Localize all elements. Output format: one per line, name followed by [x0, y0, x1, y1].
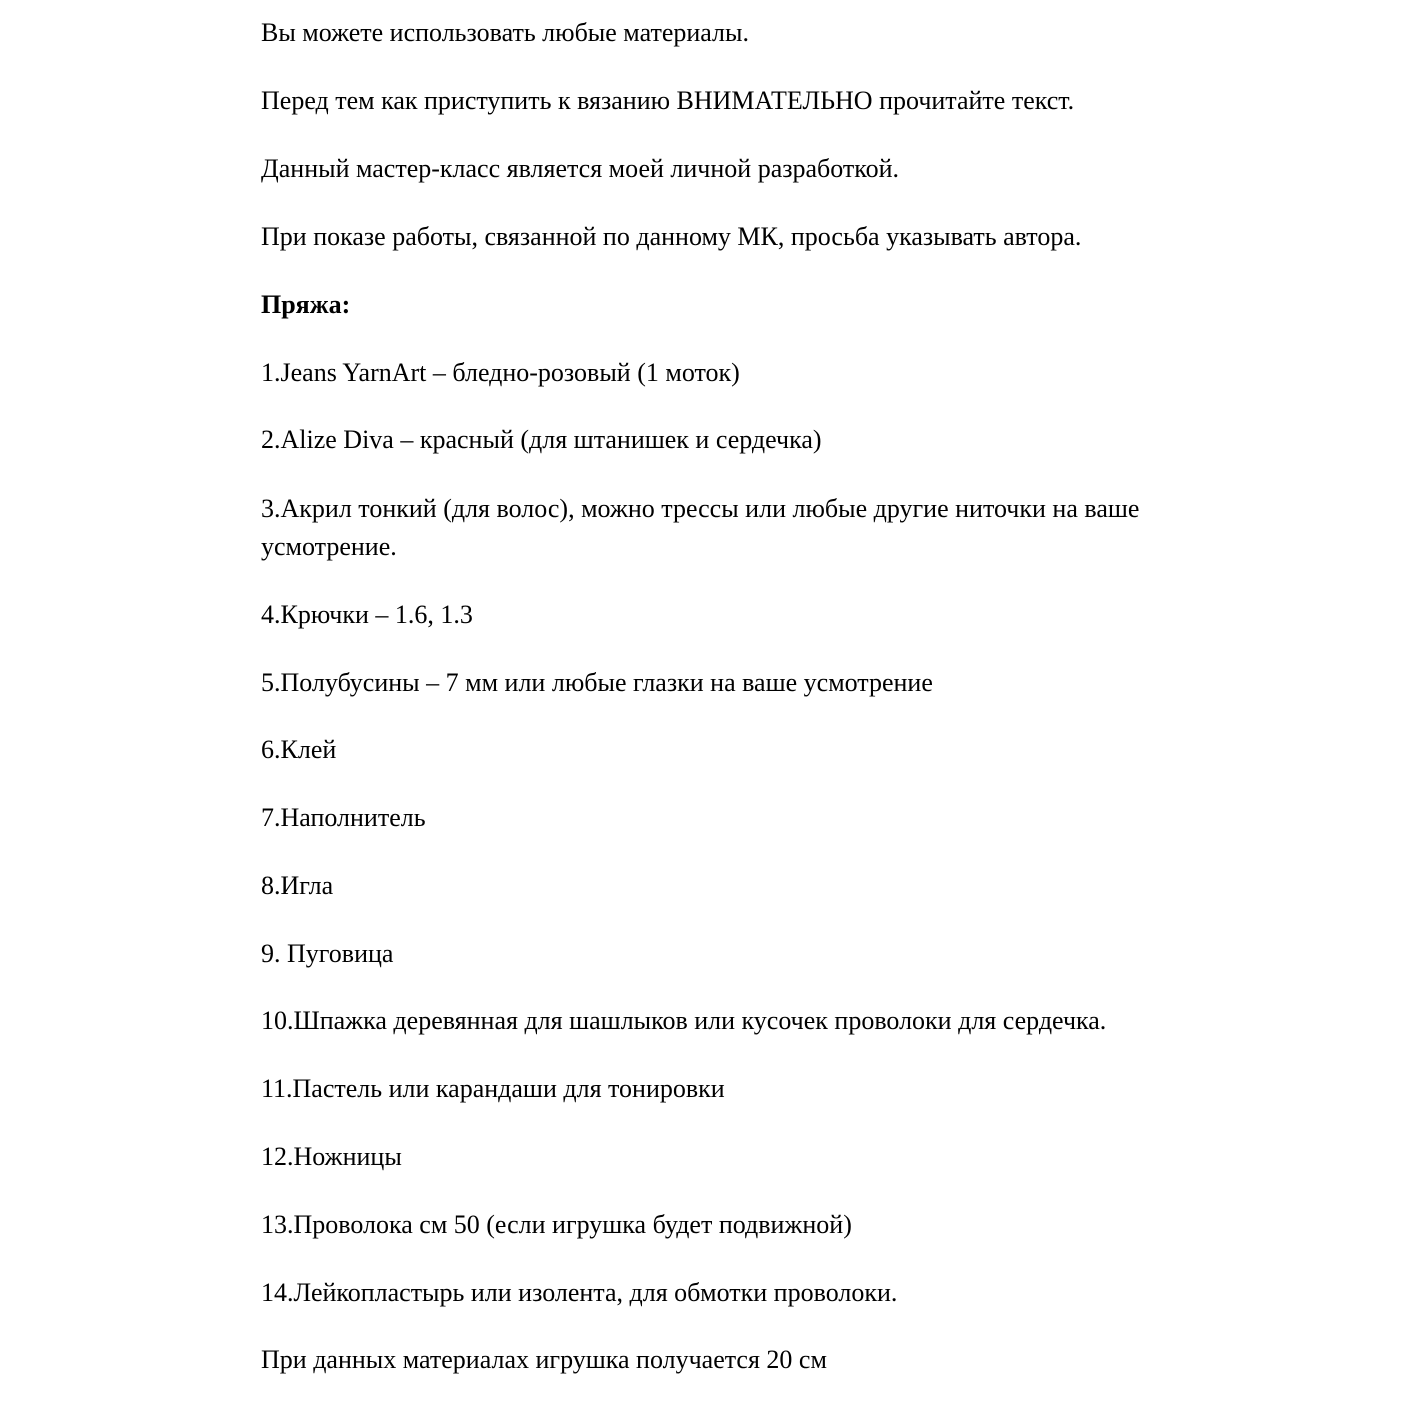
- intro-line-1: Вы можете использовать любые материалы.: [261, 18, 749, 47]
- material-item-1: 1.Jeans YarnArt – бледно-розовый (1 моток): [261, 358, 740, 387]
- material-item-12: 12.Ножницы: [261, 1142, 402, 1171]
- intro-line-3: Данный мастер-класс является моей личной разработкой.: [261, 154, 900, 183]
- material-item-6: 6.Клей: [261, 735, 337, 764]
- material-item-8: 8.Игла: [261, 871, 334, 900]
- material-item-5: 5.Полубусины – 7 мм или любые глазки на ваше усмотрение: [261, 668, 933, 697]
- material-item-13: 13.Проволока см 50 (если игрушка будет подвижной): [261, 1210, 852, 1239]
- material-item-7: 7.Наполнитель: [261, 803, 426, 832]
- material-item-9: 9. Пуговица: [261, 939, 394, 968]
- intro-line-2: Перед тем как приступить к вязанию ВНИМАТЕЛЬНО прочитайте текст.: [261, 86, 1075, 115]
- material-item-3: 3.Акрил тонкий (для волос), можно трессы или любые другие ниточки на ваше усмотрение.: [261, 494, 1140, 561]
- material-item-10: 10.Шпажка деревянная для шашлыков или кусочек проволоки для сердечка.: [261, 1006, 1107, 1035]
- material-item-14: 14.Лейкопластырь или изолента, для обмотки проволоки.: [261, 1278, 898, 1307]
- intro-line-4: При показе работы, связанной по данному МК, просьба указывать автора.: [261, 222, 1082, 251]
- materials-heading: Пряжа:: [261, 290, 351, 319]
- closing-note: При данных материалах игрушка получается 20 см: [261, 1345, 827, 1374]
- material-item-4: 4.Крючки – 1.6, 1.3: [261, 600, 473, 629]
- material-item-11: 11.Пастель или карандаши для тонировки: [261, 1074, 725, 1103]
- material-item-2: 2.Alize Diva – красный (для штанишек и сердечка): [261, 425, 822, 454]
